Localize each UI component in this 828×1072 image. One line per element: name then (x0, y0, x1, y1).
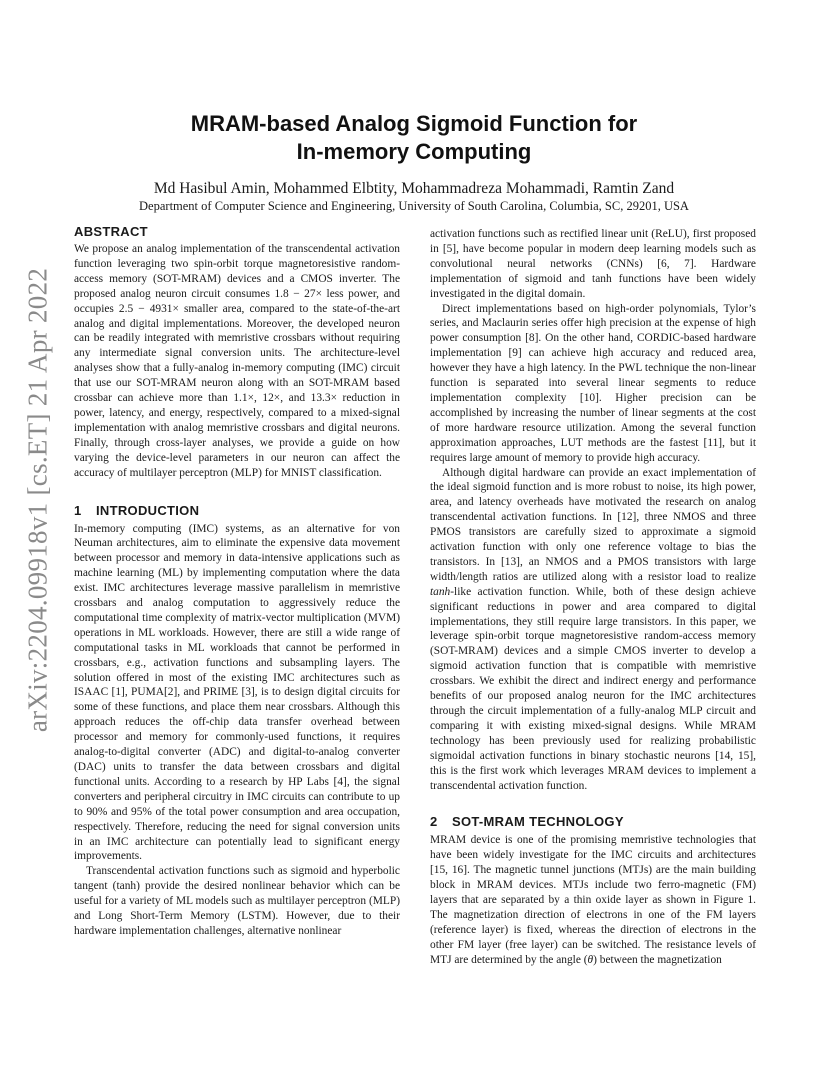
body-paragraph-2: Direct implementations based on high-order polynomials, Tylor’s series, and Maclaurin series offer high precision at the expense of high power consumption [8]. On the other hand, CORDIC-based hardware implementation [9] can achieve high accuracy and reduced area, however they have a high latency. In the PWL technique the non-linear function is separated into several linear segments to reduce implementation complexity [10]. Higher precision can be accomplished by increasing the number of linear segments at the cost of more hardware resource utilization. Among the several function approximation approaches, LUT methods are the fastest [11], but it requires large amount of memory to provide high accuracy. (430, 302, 756, 464)
theta-symbol: θ (587, 953, 594, 966)
sot-mram-paragraph (430, 833, 756, 967)
intro-heading (74, 503, 400, 519)
title-line-1: MRAM-based Analog Sigmoid Function for (190, 111, 638, 136)
author-list: Md Hasibul Amin, Mohammed Elbtity, Mohammadreza Mohammadi, Ramtin Zand (153, 180, 675, 197)
sot-mram-paragraph-part-b: ) between the magnetization (593, 953, 722, 966)
body-paragraph-3-part-b: -like activation function. While, both of these design achieve significant reductions in power and area compared to digital implementations, they still require large transistors. In this paper, we leverage spin-orbit torque magnetoresistive random-access memory (SOT-MRAM) devices and a simple CMOS inverter to develop a sigmoid activation function that is compatible with memristive crossbars. We exhibit the direct and indirect energy and performance benefits of our proposed analog neuron for the IMC architectures through the circuit implementation of a fully-analog MLP circuit and comparing it with existing mixed-signal designs. While MRAM technology has been previously used for realizing probabilistic sigmoidal activation functions in binary stochastic neurons [14, 15], this is the first work which leverages MRAM devices to implement a transcendental activation function. (430, 585, 756, 792)
affiliation: Department of Computer Science and Engineering, University of South Carolina, Columbia, SC, 29201, USA (139, 199, 689, 213)
title-line-2: In-memory Computing (296, 139, 532, 164)
sot-mram-heading (430, 814, 756, 830)
sot-mram-section-number: 2 (430, 814, 438, 830)
paper-title (100, 110, 728, 166)
arxiv-sidebar (18, 267, 58, 733)
intro-heading-text: INTRODUCTION (96, 502, 200, 518)
intro-section-number: 1 (74, 502, 82, 518)
body-paragraph-3 (430, 466, 756, 794)
right-column (430, 227, 756, 968)
body-paragraph-1: activation functions such as rectified linear unit (ReLU), first proposed in [5], have become popular in modern deep learning models such as convolutional neural networks (CNNs) [6, 7]. Hardware implementation of sigmoid and tanh functions have been widely investigated in the digital domain. (430, 228, 756, 300)
intro-paragraph-1: In-memory computing (IMC) systems, as an alternative for von Neuman architectures, aim to eliminate the expensive data movement between processor and memory in data-intensive applications such as machine learning (ML) by implementing computation where the data exist. IMC architectures leverage massive parallelism in memristive crossbars and analog computation to aggressively reduce the computational time complexity of matrix-vector multiplication (MVM) operations in ML workloads. However, there are still a wide range of computational tasks in ML workloads that cannot be performed in crossbars, e.g., activation functions and subsampling layers. The solution offered in most of the existing IMC architectures such as ISAAC [1], PUMA[2], and PRIME [3], is to design digital circuits for some of these functions, and place them near crossbars. Although this approach reduces the off-chip data transfer overhead between processor and memory for commonly-used functions, it requires analog-to-digital converter (ADC) and digital-to-analog converter (DAC) units to transfer the data between crossbars and digital functional units. According to a research by HP Labs [4], the signal converters and peripheral circuitry in IMC circuits can contribute to up to 90% and 95% of the total power consumption and area occupation, respectively. Therefore, reducing the need for signal conversion units in an IMC architecture can potentially lead to significant energy improvements. (74, 522, 400, 863)
sot-mram-paragraph-part-a: MRAM device is one of the promising memristive technologies that have been widely investigate for the IMC circuits and architectures [15, 16]. The magnetic tunnel junctions (MTJs) are the main building block in MRAM devices. MTJs include two ferro-magnetic (FM) layers that are separated by a thin oxide layer as shown in Figure 1. The magnetization direction of electrons in one of the FM layers (reference layer) is fixed, whereas the direction of electrons in the other FM layer (free layer) can be switched. The resistance levels of MTJ are determined by the angle ( (430, 834, 756, 966)
body-paragraph-3-part-a: Although digital hardware can provide an exact implementation of the ideal sigmoid function and is more robust to noise, its high power, area, and latency overheads have motivated the research on analog transcendental activation functions. In [12], three NMOS and three PMOS transistors are carefully sized to approximate a sigmoid activation function with only one reference voltage to bias the transistors. In [13], an NMOS and a PMOS transistors with large width/length ratios are utilized along with a resistor load to realize (430, 466, 756, 583)
intro-paragraph-2: Transcendental activation functions such as sigmoid and hyperbolic tangent (tanh) provide the desired nonlinear behavior which can be useful for a variety of ML models such as multilayer perceptron (MLP) and Long Short-Term Memory (LSTM). However, due to their hardware implementation challenges, alternative nonlinear (74, 865, 400, 937)
tanh-emphasis: tanh (430, 585, 451, 598)
left-column (74, 224, 400, 939)
arxiv-identifier[interactable]: arXiv:2204.09918v1 [cs.ET] 21 Apr 2022 (22, 267, 53, 733)
abstract-text: We propose an analog implementation of the transcendental activation function leveraging two spin-orbit torque magnetoresistive random-access memory (SOT-MRAM) devices and a CMOS inverter. The proposed analog neuron circuit consumes 1.8 − 27× less power, and occupies 2.5 − 4931× smaller area, compared to the state-of-the-art analog and digital implementations. Moreover, the developed neuron can be readily integrated with memristive crossbars without requiring any intermediate signal conversion units. The architecture-level analyses show that a fully-analog in-memory computing (IMC) circuit that use our SOT-MRAM neuron along with an SOT-MRAM based crossbar can achieve more than 1.1×, 12×, and 13.3× reduction in power, latency, and energy, respectively, compared to a mixed-signal implementation with analog memristive crossbars and digital neurons. Finally, through cross-layer analyses, we provide a guide on how varying the device-level parameters in our neuron can affect the accuracy of multilayer perceptron (MLP) for MNIST classification. (74, 243, 400, 479)
sot-mram-heading-text: SOT-MRAM TECHNOLOGY (452, 814, 624, 830)
abstract-heading: ABSTRACT (74, 224, 148, 239)
